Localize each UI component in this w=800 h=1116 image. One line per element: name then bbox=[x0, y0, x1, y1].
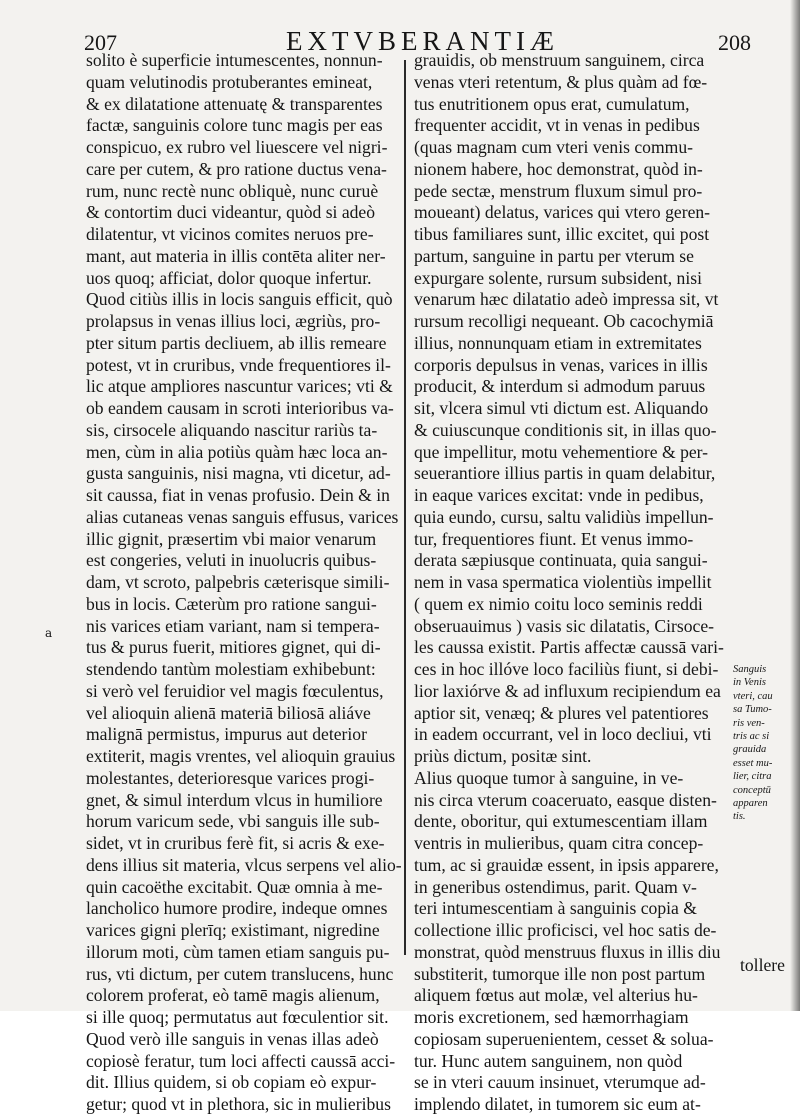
column-divider bbox=[404, 60, 406, 955]
text-line: vel alioquin alienā materiā biliosā aliáve bbox=[86, 702, 371, 723]
text-line: illorum moti, cùm tamen etiam sanguis pu- bbox=[86, 941, 390, 962]
text-line: men, cùm in alia potiùs quàm hæc loca an- bbox=[86, 441, 388, 462]
text-line: pede sectæ, menstrum fluxum simul pro- bbox=[414, 180, 703, 201]
margin-note-line: tris ac si bbox=[733, 730, 770, 742]
text-line: si ille quoq; permutatus aut fœculentior sit. bbox=[86, 1007, 389, 1027]
text-line: lancholico humore prodire, indeque omnes bbox=[86, 898, 388, 919]
margin-note-line: sa Tumo- bbox=[733, 704, 772, 716]
text-line: copiosam superuenientem, cesset & solua- bbox=[414, 1028, 714, 1049]
text-line: varices gigni plerīq; existimant, nigredine bbox=[86, 920, 380, 940]
text-line: dente, oboritur, qui extumescentiam illam bbox=[414, 811, 708, 832]
text-line: tur, frequentiores fiunt. Et venus immo- bbox=[414, 528, 694, 549]
text-line: nis circa vterum coaceruato, easque disten- bbox=[414, 789, 717, 810]
text-line: rus, vti dictum, per cutem translucens, hunc bbox=[86, 963, 394, 984]
text-line: tur. Hunc autem sanguinem, non quòd bbox=[414, 1050, 683, 1071]
text-line: lic atque ampliores nascuntur varices; vti & bbox=[86, 376, 393, 397]
text-line: pter situm partis decliuem, ab illis remeare bbox=[86, 332, 387, 353]
text-line: mant, aut materia in illis contēta aliter ner- bbox=[86, 245, 386, 266]
text-line: moris excretionem, sed hæmorrhagiam bbox=[414, 1007, 689, 1027]
text-line: aptior sit, venæq; & plures vel patentiores bbox=[414, 702, 709, 723]
text-line: aliquem fœtus aut molæ, vel alterius hu- bbox=[414, 985, 698, 1006]
text-line: care per cutem, & pro ratione ductus vena- bbox=[86, 158, 387, 179]
text-line: frequenter accidit, vt in venas in pedibus bbox=[414, 115, 700, 136]
margin-note-line: in Venis bbox=[733, 677, 766, 689]
text-line: partum, sanguine in partu per vterum se bbox=[414, 245, 694, 266]
text-line: tus enutritionem opus erat, cumulatum, bbox=[414, 93, 690, 114]
text-line: substiterit, tumorque ille non post partum bbox=[414, 963, 706, 984]
text-line: quia eundo, cursu, saltu validiùs impellun- bbox=[414, 506, 714, 527]
text-line: tum, ac si grauidæ essent, in ipsis apparere, bbox=[414, 854, 719, 875]
text-line: quam velutinodis protuberantes emineat, bbox=[86, 71, 373, 92]
margin-note-line: conceptū bbox=[733, 784, 771, 796]
text-line: sit caussa, fiat in venas profusio. Dein & in bbox=[86, 485, 390, 505]
text-line: que impellitur, motu vehementiore & per- bbox=[414, 441, 709, 462]
margin-note-line: lier, citra bbox=[733, 771, 772, 783]
text-line: ces in hoc illóve loco faciliùs fiunt, si debi- bbox=[414, 659, 719, 679]
text-line: colorem proferat, eò tamē magis alienum, bbox=[86, 985, 380, 1006]
text-line: copiosè feratur, tum loci affecti caussā acci- bbox=[86, 1050, 396, 1071]
text-line: getur; quod vt in plethora, sic in mulieribus bbox=[86, 1094, 391, 1114]
right-text-column bbox=[414, 50, 724, 1116]
text-line: & cuiuscunque conditionis sit, in illas quo- bbox=[414, 419, 717, 440]
margin-note-line: grauida bbox=[733, 744, 767, 756]
text-line: les caussa existit. Partis affectæ caussā vari- bbox=[414, 637, 724, 658]
text-line: collectione illic proficisci, vel hoc satis de- bbox=[414, 920, 717, 940]
text-line: sit, vlcera simul vti dictum est. Aliquando bbox=[414, 398, 709, 418]
page-number-left: 207 bbox=[84, 30, 117, 55]
text-line: grauidis, ob menstruum sanguinem, circa bbox=[414, 50, 705, 70]
text-line: gnet, & simul interdum vlcus in humiliore bbox=[86, 789, 383, 810]
text-line: rursum recolligi nequeant. Ob cacochymiā bbox=[414, 311, 714, 331]
margin-note-line: Sanguis bbox=[733, 664, 767, 675]
text-line: Quod citiùs illis in locis sanguis efficit, quò bbox=[86, 289, 393, 310]
margin-note-line: ris ven- bbox=[733, 717, 765, 729]
text-line: factæ, sanguinis colore tunc magis per eas bbox=[86, 115, 383, 136]
text-line: dens illius sit materia, vlcus serpens vel alio- bbox=[86, 854, 402, 875]
text-line: se in vteri cauum insinuet, vterumque ad- bbox=[414, 1072, 706, 1093]
text-line: Quod verò ille sanguis in venas illas adeò bbox=[86, 1028, 379, 1049]
text-line: illius, nonnunquam etiam in extremitates bbox=[414, 332, 702, 353]
text-line: (quas magnam cum vteri venis commu- bbox=[414, 137, 693, 157]
text-line: & contortim duci videantur, quòd si adeò bbox=[86, 202, 376, 223]
text-line: monstrat, quòd menstruus fluxus in illis diu bbox=[414, 941, 721, 962]
text-line: & ex dilatatione attenuatę & transparentes bbox=[86, 93, 383, 114]
text-line: expurgare solente, rursum subsident, nisi bbox=[414, 267, 702, 288]
text-line: seuerantiore illius partis in quam delabitur, bbox=[414, 463, 716, 484]
text-line: ob eandem causam in scroti interioribus va- bbox=[86, 398, 394, 418]
text-line: moueant) delatus, varices qui vtero geren- bbox=[414, 202, 711, 223]
text-line: in generibus ostendimus, parit. Quam v- bbox=[414, 876, 697, 897]
page-number-right: 208 bbox=[718, 30, 751, 55]
text-line: derata sæpiusque continuata, quia sangui- bbox=[414, 550, 708, 571]
text-line: lior laxiórve & ad influxum recipiendum ea bbox=[414, 680, 721, 701]
text-line: bus in locis. Cæterùm pro ratione sangui- bbox=[86, 593, 377, 614]
text-line: teri intumescentiam à sanguinis copia & bbox=[414, 898, 697, 919]
text-line: nis varices etiam variant, nam si tempera- bbox=[86, 615, 380, 636]
text-line: alias cutaneas venas sanguis effusus, varices bbox=[86, 506, 399, 527]
text-line: stendendo tantùm molestiam exhibebunt: bbox=[86, 659, 376, 679]
text-line: ( quem ex nimio coitu loco seminis reddi bbox=[414, 593, 703, 614]
text-line: sis, cirsocele aliquando nascitur rariùs ta- bbox=[86, 419, 378, 440]
text-line: obseruauimus ) vasis sic dilatatis, Cirsoce- bbox=[414, 615, 715, 636]
text-line: ventris in mulieribus, quam citra concep- bbox=[414, 833, 704, 853]
text-line: prolapsus in venas illius loci, ægriùs, pro- bbox=[86, 311, 381, 331]
marginal-note bbox=[733, 663, 773, 824]
text-line: illic gignit, præsertim vbi maior venarum bbox=[86, 528, 377, 549]
margin-note-line: esset mu- bbox=[733, 757, 773, 769]
text-line: dam, vt scroto, palpebris cæterisque simili- bbox=[86, 572, 390, 592]
text-line: tibus familiares sunt, illic excitet, qui post bbox=[414, 224, 710, 244]
text-line: uos quoq; afficiat, dolor quoque infertur. bbox=[86, 267, 372, 288]
text-line: nionem habere, hoc demonstrat, quòd in- bbox=[414, 158, 703, 179]
text-line: est congeries, veluti in inuolucris quibus- bbox=[86, 550, 377, 571]
text-line: conspicuo, ex rubro vel liuescere vel nigri- bbox=[86, 137, 388, 157]
text-line: venarum hæc dilatatio adeò impressa sit, vt bbox=[414, 289, 719, 310]
text-line: dilatentur, vt vicinos comites neruos pre- bbox=[86, 224, 374, 244]
catchword: tollere bbox=[740, 955, 785, 975]
text-line: sidet, vt in cruribus ferè fit, si acris & exe- bbox=[86, 833, 385, 853]
text-line: gusta sanguinis, nisi magna, vti dicetur, ad- bbox=[86, 463, 391, 484]
margin-note-line: vteri, cau bbox=[733, 690, 773, 702]
text-line: malignā permistus, impurus aut deterior bbox=[86, 724, 367, 745]
text-line: implendo dilatet, in tumorem sic eum at- bbox=[414, 1094, 701, 1114]
text-line: producit, & interdum si admodum paruus bbox=[414, 376, 706, 397]
text-line: solito è superficie intumescentes, nonnun- bbox=[86, 50, 383, 70]
text-line: rum, nunc rectè nunc obliquè, nunc curuè bbox=[86, 180, 379, 201]
page-header bbox=[0, 20, 800, 56]
text-line: venas vteri retentum, & plus quàm ad fœ- bbox=[414, 71, 708, 92]
running-title: EXTVBERANTIÆ bbox=[286, 26, 559, 56]
text-line: in eaque varices excitat: vnde in pedibus, bbox=[414, 485, 704, 505]
text-line: in eadem occurrant, vel in loco decliui, vti bbox=[414, 724, 712, 745]
margin-note-line: tis. bbox=[733, 811, 746, 823]
text-line: quin cacoëthe excitabit. Quæ omnia à me- bbox=[86, 876, 383, 897]
text-line: nem in vasa spermatica violentiùs impellit bbox=[414, 572, 712, 592]
stray-mark: a bbox=[45, 626, 53, 640]
margin-note-line: apparen bbox=[733, 797, 768, 809]
text-line: dit. Illius quidem, si ob copiam eò expur- bbox=[86, 1072, 377, 1093]
text-line: tus & purus fuerit, mitiores gignet, qui di- bbox=[86, 637, 381, 658]
text-line: horum varicum sede, vbi sanguis ille sub- bbox=[86, 811, 380, 832]
left-text-column bbox=[86, 50, 402, 1116]
text-line: potest, vt in cruribus, vnde frequentiores il- bbox=[86, 354, 391, 375]
text-line: priùs dictum, positæ sint. bbox=[414, 746, 592, 766]
text-line: corporis depulsus in venas, varices in illis bbox=[414, 354, 708, 375]
text-line: si verò vel feruidior vel magis fœculentus, bbox=[86, 680, 384, 701]
text-line: extiterit, magis vrentes, vel alioquin grauius bbox=[86, 746, 396, 766]
text-line: Alius quoque tumor à sanguine, in ve- bbox=[414, 767, 684, 788]
text-line: molestantes, deterioresque varices progi- bbox=[86, 767, 375, 788]
